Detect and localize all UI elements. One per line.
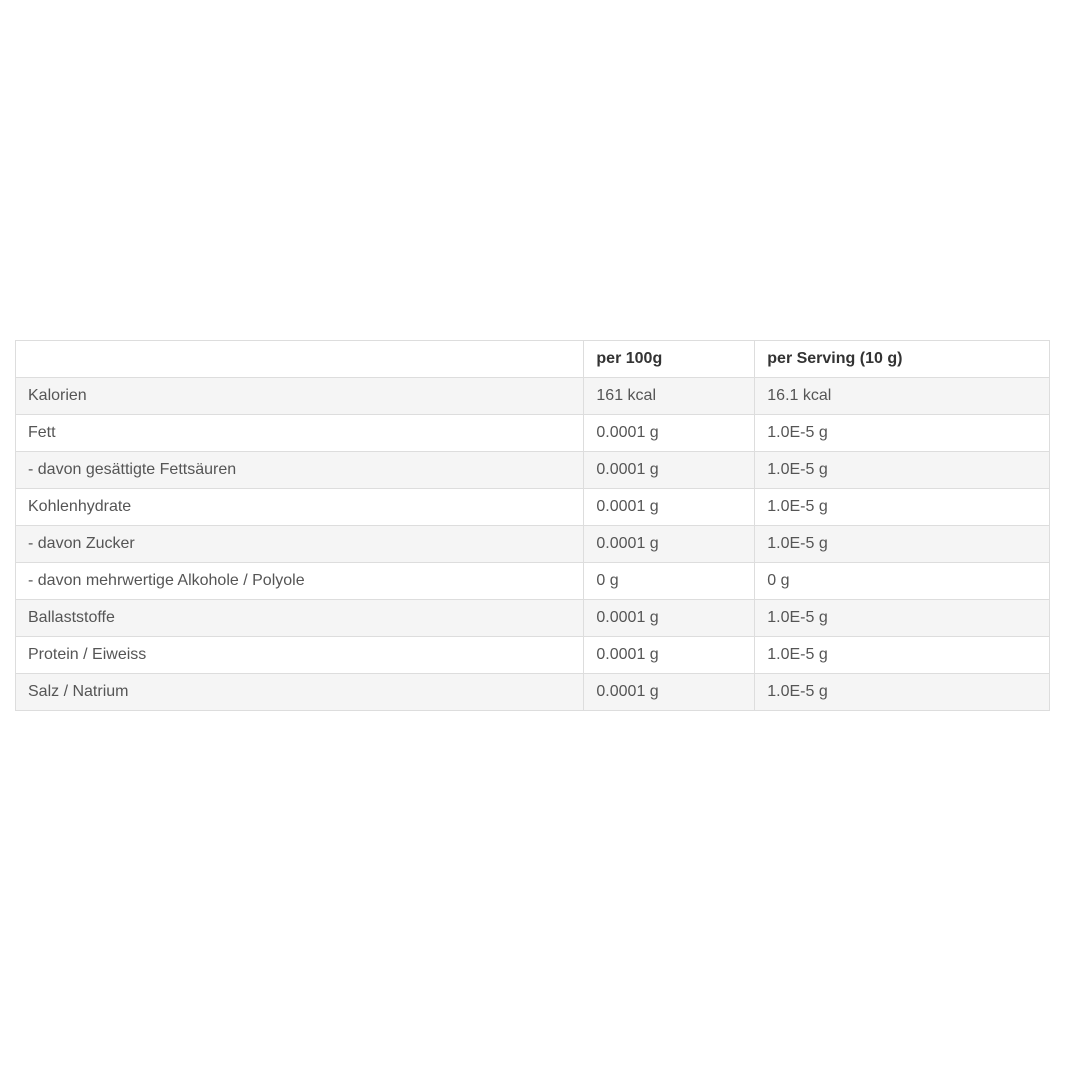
value-per-serving: 1.0E-5 g bbox=[755, 674, 1050, 711]
nutrient-label: Salz / Natrium bbox=[16, 674, 584, 711]
table-row bbox=[16, 526, 1050, 563]
header-per-serving: per Serving (10 g) bbox=[755, 341, 1050, 378]
value-per-100g: 0.0001 g bbox=[584, 415, 755, 452]
value-per-serving: 1.0E-5 g bbox=[755, 600, 1050, 637]
value-per-100g: 0 g bbox=[584, 563, 755, 600]
value-per-100g: 0.0001 g bbox=[584, 452, 755, 489]
nutrient-label: - davon Zucker bbox=[16, 526, 584, 563]
nutrient-label: Protein / Eiweiss bbox=[16, 637, 584, 674]
table-row bbox=[16, 563, 1050, 600]
value-per-serving: 1.0E-5 g bbox=[755, 415, 1050, 452]
value-per-serving: 0 g bbox=[755, 563, 1050, 600]
value-per-100g: 161 kcal bbox=[584, 378, 755, 415]
value-per-serving: 1.0E-5 g bbox=[755, 489, 1050, 526]
nutrient-label: Kohlenhydrate bbox=[16, 489, 584, 526]
table-row bbox=[16, 637, 1050, 674]
value-per-100g: 0.0001 g bbox=[584, 489, 755, 526]
nutrient-label: - davon mehrwertige Alkohole / Polyole bbox=[16, 563, 584, 600]
table-row bbox=[16, 600, 1050, 637]
table-row bbox=[16, 489, 1050, 526]
table-row bbox=[16, 378, 1050, 415]
table-row bbox=[16, 452, 1050, 489]
header-label-cell bbox=[16, 341, 584, 378]
nutrition-table bbox=[15, 340, 1050, 711]
table-row bbox=[16, 674, 1050, 711]
value-per-serving: 16.1 kcal bbox=[755, 378, 1050, 415]
nutrient-label: Kalorien bbox=[16, 378, 584, 415]
header-row bbox=[16, 341, 1050, 378]
value-per-100g: 0.0001 g bbox=[584, 600, 755, 637]
value-per-100g: 0.0001 g bbox=[584, 674, 755, 711]
nutrition-table-header bbox=[16, 341, 1050, 378]
value-per-serving: 1.0E-5 g bbox=[755, 526, 1050, 563]
nutrient-label: Fett bbox=[16, 415, 584, 452]
nutrient-label: Ballaststoffe bbox=[16, 600, 584, 637]
value-per-100g: 0.0001 g bbox=[584, 637, 755, 674]
header-per-100g: per 100g bbox=[584, 341, 755, 378]
table-row bbox=[16, 415, 1050, 452]
value-per-serving: 1.0E-5 g bbox=[755, 637, 1050, 674]
nutrient-label: - davon gesättigte Fettsäuren bbox=[16, 452, 584, 489]
nutrition-table-body bbox=[16, 378, 1050, 711]
value-per-serving: 1.0E-5 g bbox=[755, 452, 1050, 489]
value-per-100g: 0.0001 g bbox=[584, 526, 755, 563]
